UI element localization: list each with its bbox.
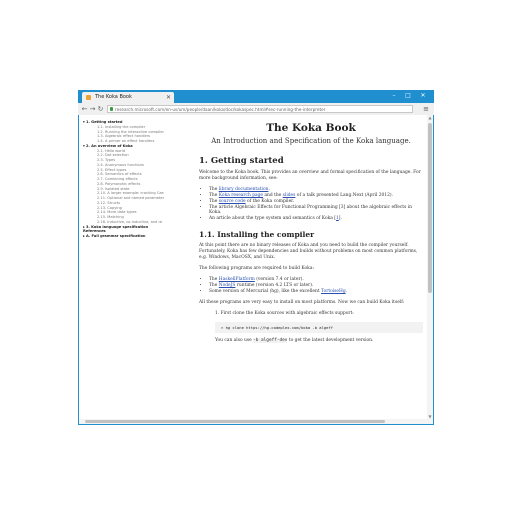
toc-item[interactable]: 1.2. Running the interactive compiler bbox=[97, 129, 164, 134]
link-haskell-platform[interactable]: HaskellPlatform bbox=[218, 277, 255, 283]
paragraph-install: At this point there are no binary releases of Koka and you need to build the compiler yourself. Fortunately, Koka has few dependencies and builds without problems on most common platforms, e.g. Windows, MacOSX, and Unix. bbox=[199, 242, 418, 261]
forward-icon[interactable]: → bbox=[89, 105, 96, 113]
link-nodejs[interactable]: NodeJS bbox=[218, 283, 236, 289]
scroll-down-icon[interactable]: ▼ bbox=[428, 414, 432, 419]
maximize-icon[interactable]: □ bbox=[405, 92, 411, 99]
toc-item[interactable]: 1.3. Algebraic effect handlers bbox=[97, 134, 151, 139]
link-source-code[interactable]: source code bbox=[218, 198, 246, 204]
page-subtitle: An Introduction and Specification of the Koka language. bbox=[211, 137, 411, 145]
list-item: • The source code of the Koka compiler. bbox=[209, 199, 423, 205]
toc-item[interactable]: 2.9. Isolated state bbox=[97, 186, 130, 191]
link-research-page[interactable]: Koka research page bbox=[218, 193, 264, 199]
heading-installing: 1.1. Installing the compiler bbox=[199, 229, 315, 239]
toc-item[interactable]: 2.8. Polymorphic effects bbox=[97, 181, 141, 186]
toc-item[interactable]: 1.4. A primer on effect handlers bbox=[97, 139, 155, 143]
horizontal-scroll-thumb[interactable] bbox=[85, 420, 385, 423]
toc-item[interactable]: 2.10. A larger example: cracking Cae bbox=[97, 191, 164, 196]
scroll-up-icon[interactable]: ▲ bbox=[428, 115, 432, 120]
toc-item[interactable]: 2.6. Semantics of effects bbox=[97, 172, 142, 177]
toc-item[interactable]: 2.11. Optional and named parameter bbox=[97, 196, 165, 200]
bullet-list-resources bbox=[199, 187, 423, 221]
paragraph-ready: All these programs are very easy to install on most platforms. Now we can build Koka itself: bbox=[199, 299, 405, 305]
toc-item[interactable]: 2.7. Combining effects bbox=[97, 177, 138, 181]
toc-item[interactable]: ▸ A. Full grammar specification bbox=[83, 234, 146, 238]
toc-item[interactable]: ▾ 2. An overview of Koka bbox=[83, 143, 133, 148]
address-bar[interactable] bbox=[107, 105, 413, 113]
toc-item[interactable]: 2.15. Matching bbox=[97, 215, 124, 219]
toc-item[interactable]: 1.1. Installing the compiler bbox=[97, 124, 146, 129]
close-tab-icon[interactable]: ✕ bbox=[165, 94, 171, 101]
list-item: • The NodeJS runtime (version 4.2 LTS or later). bbox=[209, 283, 423, 289]
favicon-icon bbox=[86, 95, 91, 100]
list-item: • An article about the type system and semantics of Koka [1]. bbox=[209, 216, 423, 222]
url-text: research.microsoft.com/en-us/um/people/daan/koka/doc/kokaspec.html#sec-running-the-interpreter bbox=[115, 107, 326, 112]
close-window-icon[interactable]: ✕ bbox=[420, 92, 426, 99]
toc-item[interactable]: 2.12. Structs bbox=[97, 200, 120, 205]
tab-title: The Koka Book bbox=[95, 94, 132, 100]
bullet-list-requirements bbox=[199, 277, 423, 294]
minimize-icon[interactable]: – bbox=[392, 92, 396, 99]
inline-code: -b algeff-dev bbox=[253, 337, 288, 343]
horizontal-scrollbar[interactable] bbox=[79, 419, 427, 424]
code-block-clone: > hg clone https://hg.codeplex.com/koka -b algeff bbox=[215, 322, 423, 333]
toc-item[interactable]: 2.1. Hello world bbox=[97, 148, 126, 153]
list-item: • Some version of Mercurial (hg), like the excellent TortoiseHg. bbox=[209, 289, 423, 295]
page-title: The Koka Book bbox=[266, 122, 356, 134]
step-1-note: You can also use -b algeff-dev to get the latest development version. bbox=[215, 337, 374, 343]
toolbar bbox=[78, 103, 434, 115]
page-content bbox=[79, 115, 433, 424]
toc-item[interactable]: ▸ 3. Koka language specification bbox=[83, 224, 149, 229]
step-1: 1. First clone the Koka sources with algebraic effects support: bbox=[215, 310, 354, 316]
toc-item[interactable]: 2.5. Effect types bbox=[97, 167, 127, 172]
document bbox=[199, 115, 423, 349]
menu-icon[interactable]: ≡ bbox=[423, 105, 429, 113]
toc-item[interactable]: References bbox=[83, 229, 106, 234]
toc-item[interactable]: 2.3. Types bbox=[97, 158, 116, 162]
toc-item[interactable]: 2.14. More data types bbox=[97, 210, 137, 215]
table-of-contents bbox=[83, 120, 195, 239]
vertical-scroll-thumb[interactable] bbox=[428, 123, 432, 293]
link-library-docs[interactable]: library documentation bbox=[218, 187, 269, 193]
link-tortoisehg[interactable]: TortoiseHg bbox=[321, 288, 346, 294]
list-item: • The HaskellPlatform (version 7.4 or later). bbox=[209, 277, 423, 283]
list-item: • The library documentation. bbox=[209, 187, 423, 193]
browser-window bbox=[78, 90, 434, 425]
reload-icon[interactable]: ↻ bbox=[97, 105, 104, 113]
toc-item[interactable]: 2.2. Dot selection bbox=[97, 153, 129, 158]
list-item: • The Koka research page and the slides of a talk presented Lang.Next (April 2012). bbox=[209, 193, 423, 199]
toc-item[interactable]: 2.16. Inductive, co-inductive, and re bbox=[97, 219, 163, 224]
paragraph-welcome: Welcome to the Koka book. This provides an overview and formal specification of the language. For more background information, see: bbox=[199, 170, 421, 182]
browser-tab[interactable] bbox=[82, 92, 174, 103]
vertical-scrollbar[interactable] bbox=[427, 115, 433, 424]
back-icon[interactable]: ← bbox=[81, 105, 88, 113]
link-ref-1[interactable]: 1 bbox=[336, 215, 339, 221]
toc-item[interactable]: ▾ 1. Getting started bbox=[83, 120, 123, 124]
toc-item[interactable]: 2.4. Anonymous functions bbox=[97, 162, 144, 167]
heading-getting-started: 1. Getting started bbox=[199, 156, 284, 166]
link-slides[interactable]: slides bbox=[282, 193, 296, 199]
paragraph-required: The following programs are required to build Koka: bbox=[199, 266, 314, 272]
list-item: • The article Algebraic Effects for Functional Programming [3] about the algebraic effects in Koka. bbox=[209, 205, 423, 216]
toc-item[interactable]: 2.13. Copying bbox=[97, 205, 122, 210]
page-icon bbox=[110, 107, 113, 111]
tab-bar bbox=[78, 90, 434, 103]
